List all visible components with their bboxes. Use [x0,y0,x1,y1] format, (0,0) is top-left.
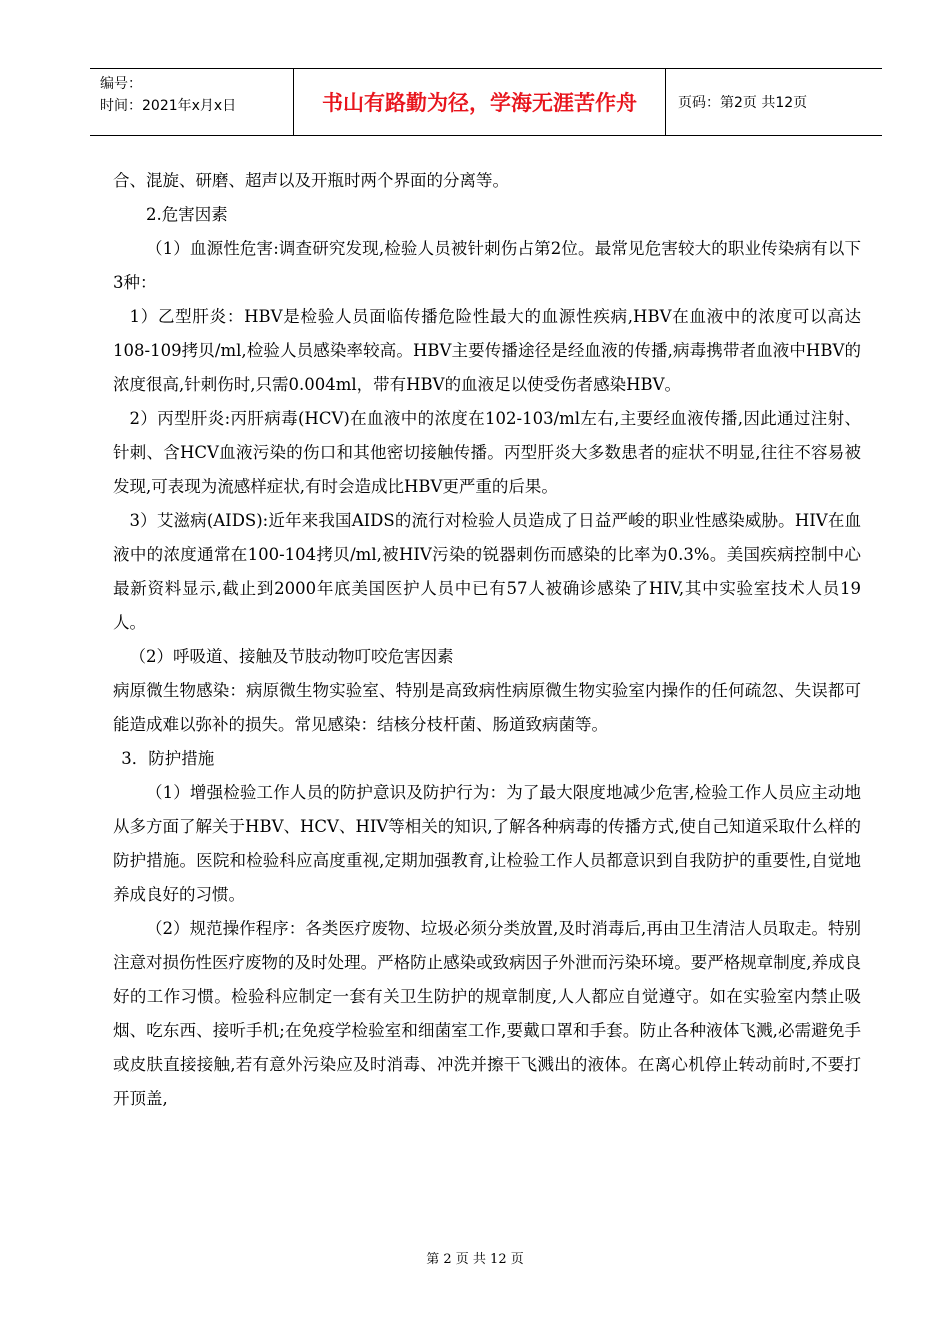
paragraph: 1）乙型肝炎：HBV是检验人员面临传播危险性最大的血源性疾病,HBV在血液中的浓度可以高达108-109拷贝/ml,检验人员感染率较高。HBV主要传播途径是经血液的传播,病毒携带者血液中HBV的浓度很高,针刺伤时,只需0.004ml，带有HBV的血液足以使受伤者感染HBV。 [113,307,861,394]
section-heading: 2.危害因素 [146,205,228,224]
page-header [90,68,882,136]
paragraph: 合、混旋、研磨、超声以及开瓶时两个界面的分离等。 [113,171,509,190]
paragraph: 3）艾滋病(AIDS):近年来我国AIDS的流行对检验人员造成了日益严峻的职业性感染威胁。HIV在血液中的浓度通常在100-104拷贝/ml,被HIV污染的锐器刺伤而感染的比率为0.3%。美国疾病控制中心最新资料显示,截止到2000年底美国医护人员中已有57人被确诊感染了HIV,其中实验室技术人员19人。 [113,511,861,632]
section-heading: 3．防护措施 [121,749,215,768]
subsection-heading: （2）呼吸道、接触及节肢动物叮咬危害因素 [129,647,454,666]
header-motto: 书山有路勤为径，学海无涯苦作舟 [294,69,666,135]
header-info-cell [90,69,294,135]
page-footer: 第 2 页 共 12 页 [426,1252,524,1267]
paragraph: （2）规范操作程序：各类医疗废物、垃圾必须分类放置,及时消毒后,再由卫生清洁人员取走。特别注意对损伤性医疗废物的及时处理。严格防止感染或致病因子外泄而污染环境。要严格规章制度,养成良好的工作习惯。检验科应制定一套有关卫生防护的规章制度,人人都应自觉遵守。如在实验室内禁止吸烟、吃东西、接听手机;在免疫学检验室和细菌室工作,要戴口罩和手套。防止各种液体飞溅,必需避免手或皮肤直接接触,若有意外污染应及时消毒、冲洗并擦干飞溅出的液体。在离心机停止转动前时,不要打开顶盖, [113,919,861,1108]
header-page-number: 页码：第2页 共12页 [678,95,808,111]
document-body [113,164,861,1116]
paragraph: 2）丙型肝炎:丙肝病毒(HCV)在血液中的浓度在102-103/ml左右,主要经血液传播,因此通过注射、针刺、含HCV血液污染的伤口和其他密切接触传播。丙型肝炎大多数患者的症状不明显,往往不容易被发现,可表现为流感样症状,有时会造成比HBV更严重的后果。 [113,409,861,496]
header-time: 时间：2021年x月x日 [100,98,237,114]
header-number: 编号： [100,76,142,92]
paragraph: （1）增强检验工作人员的防护意识及防护行为：为了最大限度地减少危害,检验工作人员应主动地从多方面了解关于HBV、HCV、HIV等相关的知识,了解各种病毒的传播方式,使自己知道采取什么样的防护措施。医院和检验科应高度重视,定期加强教育,让检验工作人员都意识到自我防护的重要性,自觉地养成良好的习惯。 [113,783,861,904]
paragraph: 病原微生物感染：病原微生物实验室、特别是高致病性病原微生物实验室内操作的任何疏忽、失误都可能造成难以弥补的损失。常见感染：结核分枝杆菌、肠道致病菌等。 [113,681,861,734]
paragraph: （1）血源性危害:调查研究发现,检验人员被针刺伤占第2位。最常见危害较大的职业传染病有以下3种： [113,239,861,292]
